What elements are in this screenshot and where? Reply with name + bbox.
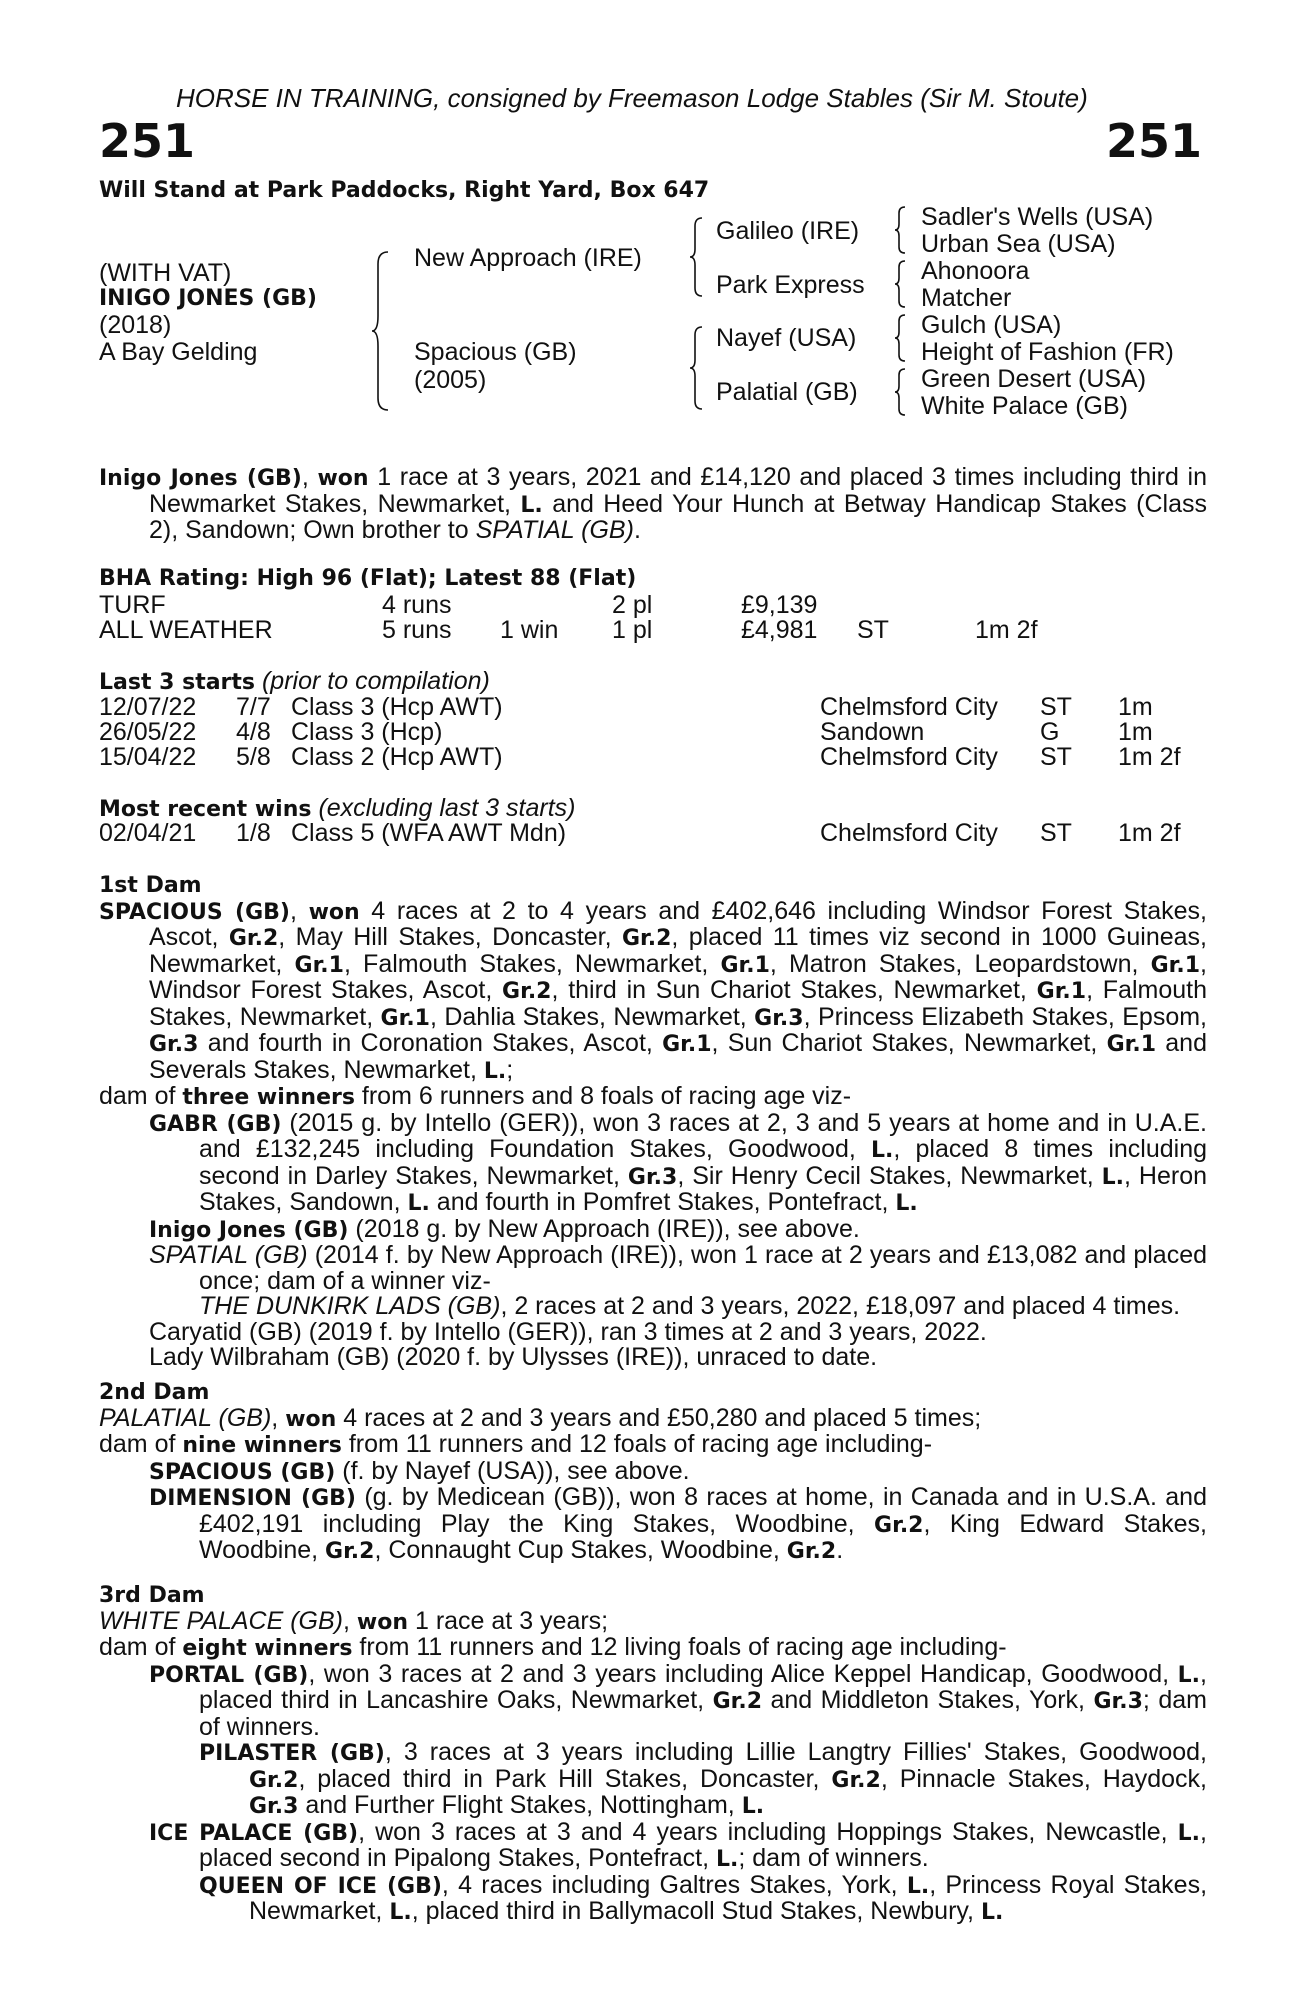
first-dam-section: 1st Dam SPACIOUS (GB), won 4 races at 2 to 4 years and £402,646 including Windsor Forest Stakes, Ascot, Gr.2, May Hill Stakes, Doncaster, Gr.2, placed 11 times viz second in 1000 Guineas, Newmarket, Gr.1, Falmouth Stakes, Newmarket, Gr.1, Matron Stakes, Leopardstown, Gr.1, Windsor Forest Stakes, Ascot, Gr.2, third in Sun Chariot Stakes, Newmarket, Gr.1, Falmouth Stakes, Newmarket, Gr.1, Dahlia Stakes, Newmarket, Gr.3, Princess Elizabeth Stakes, Epsom, Gr.3 and fourth in Coronation Stakes, Ascot, Gr.1, Sun Chariot Stakes, Newmarket, Gr.1 and Severals Stakes, Newmarket, L.; dam of three winners from 6 runners and 8 foals of racing age viz- GABR (GB) (2015 g. by Intello (GER)), won 3 races at 2, 3 and 5 years at home and in U.A.E. and £132,245 including Foundation Stakes, Goodwood, L., placed 8 times including second in Darley Stakes, Newmarket, Gr.3, Sir Henry Cecil Stakes, Newmarket, L., Heron Stakes, Sandown, L. and fourth in Pomfret Stakes, Pontefract, L. Inigo Jones (GB) (2018 g. by New Approach (IRE)), see above. SPATIAL (GB) (2014 f. by New Approach (IRE)), won 1 race at 2 years and £13,082 and placed once; dam of a winner viz- THE DUNKIRK LADS (GB), 2 races at 2 and 3 years, 2022, £18,097 and placed 4 times. Caryatid (GB) (2019 f. by Intello (GER)), ran 3 times at 2 and 3 years, 2022. Lady Wilbraham (GB) (2020 f. by Ulysses (IRE)), unraced to date. xyxy=(99,873,1208,1371)
first-dam-name: SPACIOUS (GB) xyxy=(99,899,290,925)
group-mark: Gr.2 xyxy=(874,1512,924,1538)
text: (f. by Nayef (USA)), see above. xyxy=(335,1456,690,1485)
start-course: Sandown xyxy=(820,718,925,746)
produce-entry: Caryatid (GB) (2019 f. by Intello (GER)), ran 3 times at 2 and 3 years, 2022. xyxy=(149,1317,987,1346)
summary-text: and Heed Your Hunch at Betway Handicap Stakes (Class 2), Sandown; Own brother to xyxy=(149,489,1207,544)
summary-text: 1 race at 3 years, 2021 and £14,120 and placed 3 times including third in Newmarket Stakes, Newmarket, xyxy=(149,463,1207,518)
second-dam-name: PALATIAL (GB) xyxy=(99,1403,272,1432)
pedigree-ggp: Height of Fashion (FR) xyxy=(921,338,1174,366)
group-mark: Gr.2 xyxy=(831,1767,881,1793)
text: , placed third in Park Hill Stakes, Doncaster, xyxy=(298,1764,832,1793)
start-date: 12/07/22 xyxy=(99,693,197,721)
text: (g. by Medicean (GB)), won 8 races at home, in Canada and in U.S.A. and £402,191 including Play the King Stakes, Woodbine, xyxy=(199,1483,1207,1538)
text: , placed 8 times including second in Darley Stakes, Newmarket, xyxy=(199,1135,1208,1190)
text: 4 races at 2 to 4 years and £402,646 including Windsor Forest Stakes, Ascot, xyxy=(149,896,1207,951)
rating-placed: 2 pl xyxy=(612,591,653,619)
group-mark: Gr.2 xyxy=(786,1539,837,1564)
pedigree-ggp: Sadler's Wells (USA) xyxy=(921,203,1154,231)
produce-name: GABR (GB) xyxy=(149,1111,282,1137)
rating-distance: 1m 2f xyxy=(975,616,1038,644)
group-mark: Gr.2 xyxy=(249,1767,299,1793)
stand-location: Will Stand at Park Paddocks, Right Yard, Box 647 xyxy=(99,178,710,203)
text: , May Hill Stakes, Doncaster, xyxy=(278,923,622,951)
horse-description: A Bay Gelding xyxy=(99,338,258,366)
win-date: 02/04/21 xyxy=(99,819,197,847)
start-position: 5/8 xyxy=(236,743,271,771)
vat-label: (WITH VAT) xyxy=(99,259,232,287)
start-course: Chelmsford City xyxy=(820,743,998,771)
rating-wins: 1 win xyxy=(500,616,559,644)
pedigree-ggp: Matcher xyxy=(921,284,1012,312)
listed-mark: L. xyxy=(407,1191,430,1216)
listed-mark: L. xyxy=(1177,1820,1201,1846)
winners-count: nine winners xyxy=(182,1433,342,1458)
pedigree-brace-gg2 xyxy=(893,259,909,309)
win-race: Class 5 (WFA AWT Mdn) xyxy=(291,819,567,847)
text: , King Edward Stakes, Woodbine, xyxy=(199,1509,1207,1564)
pedigree-sire-dam: Park Express xyxy=(716,271,865,299)
grand-produce-name: PILASTER (GB) xyxy=(199,1741,385,1766)
listed-mark: L. xyxy=(980,1900,1004,1925)
group-mark: Gr.1 xyxy=(1150,952,1201,978)
winners-count: eight winners xyxy=(182,1636,353,1661)
group-mark: Gr.1 xyxy=(1036,979,1087,1004)
listed-mark: L. xyxy=(906,1873,930,1899)
grand-produce-name: THE DUNKIRK LADS (GB) xyxy=(199,1292,501,1320)
third-dam-section: 3rd Dam WHITE PALACE (GB), won 1 race at 3 years; dam of eight winners from 11 runners and 12 living foals of racing age including- PORTAL (GB), won 3 races at 2 and 3 years including Alice Keppel Handicap, Goodwood, L., placed third in Lancashire Oaks, Newmarket, Gr.2 and Middleton Stakes, York, Gr.3; dam of winners. PILASTER (GB), 3 races at 3 years including Lillie Langtry Fillies' Stakes, Goodwood, Gr.2, placed third in Park Hill Stakes, Doncaster, Gr.2, Pinnacle Stakes, Haydock, Gr.3 and Further Flight Stakes, Nottingham, L. ICE PALACE (GB), won 3 races at 3 and 4 years including Hoppings Stakes, Newcastle, L., placed second in Pipalong Stakes, Pontefract, L.; dam of winners. QUEEN OF ICE (GB), 4 races including Galtres Stakes, York, L., Princess Royal Stakes, Newmarket, L., placed third in Ballymacoll Stud Stakes, Newbury, L. xyxy=(99,1583,1208,1925)
text: , won 3 races at 2 and 3 years including Alice Keppel Handicap, Goodwood, xyxy=(308,1659,1178,1688)
rating-placed: 1 pl xyxy=(612,616,653,644)
group-mark: Gr.1 xyxy=(1106,1032,1157,1057)
group-mark: Gr.2 xyxy=(325,1539,375,1564)
lot-number-right: 251 xyxy=(1105,114,1202,168)
start-race: Class 2 (Hcp AWT) xyxy=(291,743,503,771)
win-course: Chelmsford City xyxy=(820,819,998,847)
text: from 6 runners and 8 foals of racing age viz- xyxy=(354,1082,852,1110)
group-mark: Gr.3 xyxy=(754,1005,804,1031)
group-mark: Gr.2 xyxy=(228,926,279,951)
start-race: Class 3 (Hcp AWT) xyxy=(291,693,503,721)
summary-text: . xyxy=(633,516,641,544)
text: from 11 runners and 12 living foals of racing age including- xyxy=(352,1633,1007,1661)
rating-surface: TURF xyxy=(99,591,166,619)
win-position: 1/8 xyxy=(236,819,271,847)
text: 4 races at 2 and 3 years and £50,280 and placed 5 times; xyxy=(336,1403,982,1432)
start-going: ST xyxy=(1040,743,1072,771)
last-starts-note: (prior to compilation) xyxy=(261,667,490,695)
produce-name: DIMENSION (GB) xyxy=(149,1486,356,1511)
listed-mark: L. xyxy=(483,1058,507,1084)
group-mark: Gr.3 xyxy=(249,1794,299,1819)
last-starts-heading xyxy=(99,669,490,696)
text: , 3 races at 3 years including Lillie Langtry Fillies' Stakes, Goodwood, xyxy=(384,1738,1207,1766)
start-going: G xyxy=(1040,718,1060,746)
pedigree-brace-gg3 xyxy=(893,313,909,363)
start-distance: 1m xyxy=(1118,718,1153,746)
produce-name: SPACIOUS (GB) xyxy=(149,1459,336,1485)
win-distance: 1m 2f xyxy=(1118,819,1181,847)
text: , placed 11 times viz second in 1000 Guineas, Newmarket, xyxy=(149,923,1207,978)
start-position: 7/7 xyxy=(236,693,271,721)
listed-mark: L. xyxy=(389,1900,412,1925)
group-mark: Gr.3 xyxy=(627,1164,678,1190)
text: and fourth in Pomfret Stakes, Pontefract, xyxy=(429,1188,896,1216)
listed-mark: L. xyxy=(741,1794,765,1819)
rating-runs: 4 runs xyxy=(382,591,452,619)
group-mark: Gr.2 xyxy=(712,1689,763,1714)
third-dam-heading: 3rd Dam xyxy=(99,1583,205,1608)
summary-won: won xyxy=(317,466,369,491)
lot-number-left: 251 xyxy=(99,114,196,168)
rating-going: ST xyxy=(857,616,889,644)
group-mark: Gr.2 xyxy=(502,979,552,1004)
pedigree-brace-gg1 xyxy=(893,205,909,255)
text: (2015 g. by Intello (GER)), won 3 races at 2, 3 and 5 years at home and in U.A.E. and £132,245 including Foundation Stakes, Goodwood, xyxy=(199,1108,1207,1163)
group-mark: Gr.1 xyxy=(380,1005,430,1031)
text: , Dahlia Stakes, Newmarket, xyxy=(429,1002,755,1031)
listed-mark: L. xyxy=(520,492,543,518)
group-mark: Gr.1 xyxy=(720,952,770,978)
grand-produce-name: QUEEN OF ICE (GB) xyxy=(199,1873,442,1899)
pedigree-dam: Spacious (GB) xyxy=(414,338,577,366)
start-distance: 1m 2f xyxy=(1118,743,1181,771)
win-going: ST xyxy=(1040,819,1072,847)
text: 1 race at 3 years; xyxy=(408,1606,609,1635)
text: ; dam of winners. xyxy=(199,1686,1207,1741)
horse-name: INIGO JONES (GB) xyxy=(99,286,317,311)
first-dam-heading: 1st Dam xyxy=(99,873,202,898)
recent-wins-title: Most recent wins xyxy=(99,797,312,822)
produce-name: PORTAL (GB) xyxy=(149,1662,309,1688)
text: ; xyxy=(506,1055,514,1084)
text: , Pinnacle Stakes, Haydock, xyxy=(880,1764,1207,1793)
pedigree-brace-gg4 xyxy=(893,367,909,417)
text: , Sun Chariot Stakes, Newmarket, xyxy=(711,1029,1107,1057)
text: , Sir Henry Cecil Stakes, Newmarket, xyxy=(677,1161,1102,1190)
listed-mark: L. xyxy=(871,1138,894,1163)
text: , Falmouth Stakes, Newmarket, xyxy=(149,976,1207,1031)
start-course: Chelmsford City xyxy=(820,693,998,721)
text: , Windsor Forest Stakes, Ascot, xyxy=(149,949,1207,1004)
text: , Connaught Cup Stakes, Woodbine, xyxy=(374,1536,787,1564)
listed-mark: L. xyxy=(895,1191,918,1216)
text: , won 3 races at 3 and 4 years including Hoppings Stakes, Newcastle, xyxy=(358,1817,1178,1846)
listed-mark: L. xyxy=(1177,1662,1201,1688)
pedigree-ggp: Green Desert (USA) xyxy=(921,365,1147,393)
rating-runs: 5 runs xyxy=(382,616,452,644)
group-mark: Gr.2 xyxy=(621,926,672,951)
text: and Middleton Stakes, York, xyxy=(762,1686,1094,1714)
text: and Further Flight Stakes, Nottingham, xyxy=(298,1791,742,1819)
group-mark: Gr.1 xyxy=(662,1032,712,1057)
pedigree-brace-dam xyxy=(688,325,706,411)
pedigree-ggp: White Palace (GB) xyxy=(921,392,1129,420)
rating-prize: £9,139 xyxy=(741,591,818,619)
rating-surface: ALL WEATHER xyxy=(99,616,273,644)
pedigree-dam-year: (2005) xyxy=(414,366,487,394)
pedigree-ggp: Ahonoora xyxy=(921,257,1030,285)
text: dam of xyxy=(99,1082,183,1110)
text: from 11 runners and 12 foals of racing age including- xyxy=(341,1430,933,1458)
text: , Princess Elizabeth Stakes, Epsom, xyxy=(803,1002,1207,1031)
pedigree-sire: New Approach (IRE) xyxy=(414,244,642,272)
third-dam-name: WHITE PALACE (GB) xyxy=(99,1606,344,1635)
listed-mark: L. xyxy=(1101,1164,1124,1190)
pedigree-brace-main xyxy=(370,250,392,412)
group-mark: Gr.1 xyxy=(294,952,344,978)
won-label: won xyxy=(285,1406,337,1432)
pedigree-brace-sire xyxy=(688,216,706,298)
recent-wins-note: (excluding last 3 starts) xyxy=(318,794,576,822)
start-date: 26/05/22 xyxy=(99,718,197,746)
text: (2014 f. by New Approach (IRE)), won 1 race at 2 years and £13,082 and placed once; dam of a winner viz- xyxy=(199,1241,1207,1295)
won-label: won xyxy=(356,1609,409,1635)
text: dam of xyxy=(99,1633,183,1661)
listed-mark: L. xyxy=(716,1847,739,1872)
produce-name: ICE PALACE (GB) xyxy=(149,1820,359,1846)
bha-rating-heading: BHA Rating: High 96 (Flat); Latest 88 (Flat) xyxy=(99,566,637,591)
summary-horse-name: Inigo Jones (GB) xyxy=(99,466,302,491)
horse-year: (2018) xyxy=(99,311,172,339)
pedigree-ggp: Urban Sea (USA) xyxy=(921,230,1116,258)
pedigree-dam-dam: Palatial (GB) xyxy=(716,378,858,406)
text: , placed third in Ballymacoll Stud Stakes, Newbury, xyxy=(411,1897,981,1925)
pedigree-ggp: Gulch (USA) xyxy=(921,311,1062,339)
text: , 2 races at 2 and 3 years, 2022, £18,097 and placed 4 times. xyxy=(500,1292,1181,1320)
start-race: Class 3 (Hcp) xyxy=(291,718,443,746)
text: , 4 races including Galtres Stakes, York, xyxy=(441,1870,907,1899)
text: (2018 g. by New Approach (IRE)), see above. xyxy=(348,1214,860,1243)
start-going: ST xyxy=(1040,693,1072,721)
produce-entry: Lady Wilbraham (GB) (2020 f. by Ulysses (IRE)), unraced to date. xyxy=(149,1343,878,1371)
text: , Princess Royal Stakes, Newmarket, xyxy=(249,1870,1208,1925)
winners-count: three winners xyxy=(182,1085,355,1110)
text: , placed second in Pipalong Stakes, Pontefract, xyxy=(199,1817,1207,1872)
race-summary: Inigo Jones (GB), won 1 race at 3 years, 2021 and £14,120 and placed 3 times including third in Newmarket Stakes, Newmarket, L. and Heed Your Hunch at Betway Handicap Stakes (Class 2), Sandown; Own brother to SPATIAL (GB). xyxy=(99,463,1207,544)
won-label: won xyxy=(308,899,360,925)
text: . xyxy=(836,1536,844,1564)
text: dam of xyxy=(99,1430,183,1458)
text: , Heron Stakes, Sandown, xyxy=(199,1161,1208,1216)
text: , Matron Stakes, Leopardstown, xyxy=(769,949,1151,978)
produce-name: Inigo Jones (GB) xyxy=(149,1217,349,1243)
start-position: 4/8 xyxy=(236,718,271,746)
group-mark: Gr.3 xyxy=(149,1032,199,1057)
rating-prize: £4,981 xyxy=(741,616,818,644)
second-dam-section: 2nd Dam PALATIAL (GB), won 4 races at 2 and 3 years and £50,280 and placed 5 times; dam of nine winners from 11 runners and 12 foals of racing age including- SPACIOUS (GB) (f. by Nayef (USA)), see above. DIMENSION (GB) (g. by Medicean (GB)), won 8 races at home, in Canada and in U.S.A. and £402,191 including Play the King Stakes, Woodbine, Gr.2, King Edward Stakes, Woodbine, Gr.2, Connaught Cup Stakes, Woodbine, Gr.2. xyxy=(99,1380,1207,1564)
group-mark: Gr.3 xyxy=(1093,1689,1143,1714)
text: , third in Sun Chariot Stakes, Newmarket, xyxy=(551,976,1037,1004)
last-starts-title: Last 3 starts xyxy=(99,670,256,695)
text: , Falmouth Stakes, Newmarket, xyxy=(343,949,721,978)
text: and Severals Stakes, Newmarket, xyxy=(149,1029,1207,1084)
start-date: 15/04/22 xyxy=(99,743,197,771)
pedigree-dam-sire: Nayef (USA) xyxy=(716,324,857,352)
text: , placed third in Lancashire Oaks, Newmarket, xyxy=(199,1659,1207,1714)
consignment-line: HORSE IN TRAINING, consigned by Freemason Lodge Stables (Sir M. Stoute) xyxy=(176,83,1088,113)
second-dam-heading: 2nd Dam xyxy=(99,1380,210,1405)
produce-name: SPATIAL (GB) xyxy=(149,1241,308,1269)
start-distance: 1m xyxy=(1118,693,1153,721)
pedigree-sire-sire: Galileo (IRE) xyxy=(716,217,860,245)
text: and fourth in Coronation Stakes, Ascot, xyxy=(198,1029,663,1057)
summary-brother: SPATIAL (GB) xyxy=(475,516,634,544)
text: ; dam of winners. xyxy=(738,1844,929,1872)
